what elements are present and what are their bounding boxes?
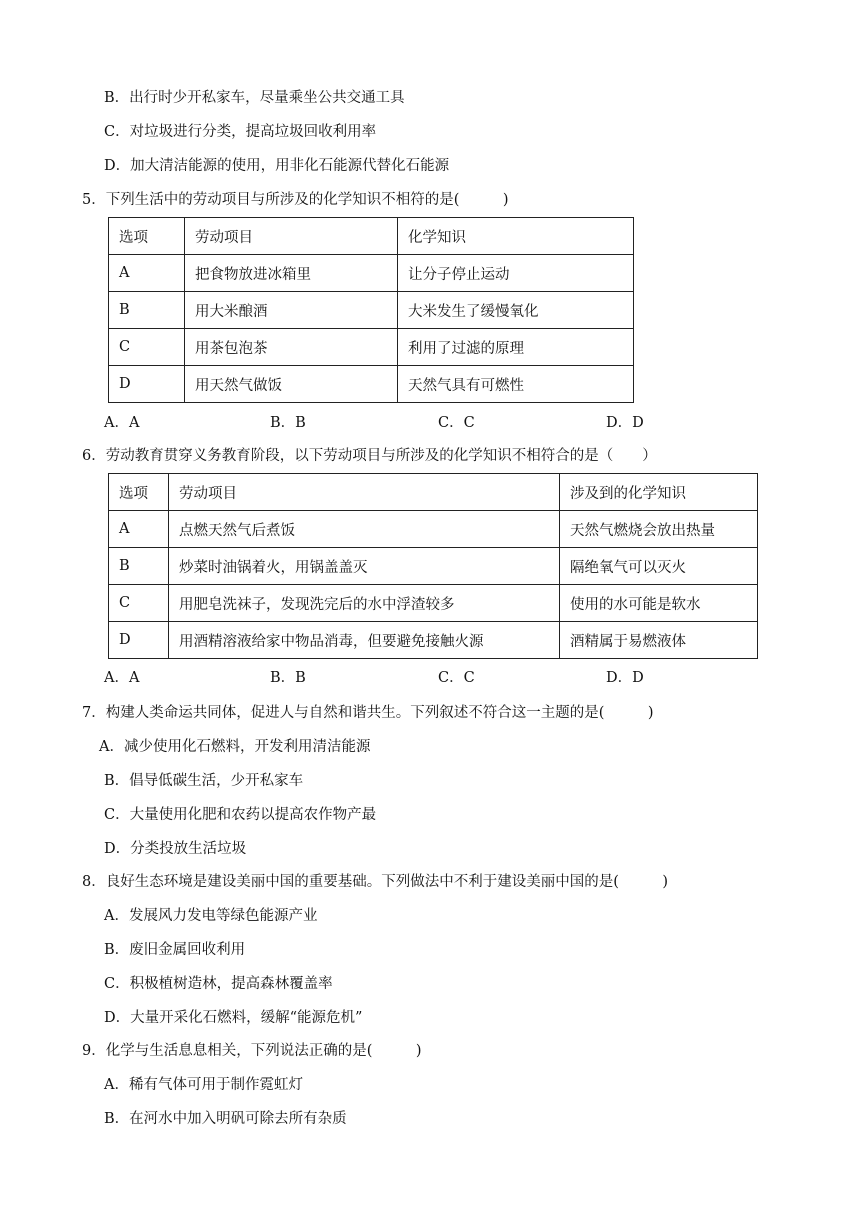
table-cell: 天然气具有可燃性	[398, 366, 634, 403]
question-8-stem: 8．良好生态环境是建设美丽中国的重要基础。下列做法中不利于建设美丽中国的是( )	[82, 874, 669, 890]
question-9-stem: 9．化学与生活息息相关，下列说法正确的是( )	[82, 1043, 422, 1059]
table-row	[109, 511, 758, 548]
table-header-cell: 化学知识	[398, 218, 634, 255]
table-cell: B	[109, 548, 169, 585]
choice-d: D．D	[606, 670, 644, 686]
option-c: C．积极植树造林，提高森林覆盖率	[104, 976, 333, 992]
table-cell: B	[109, 292, 185, 329]
table-cell: A	[109, 511, 169, 548]
table-row	[109, 255, 634, 292]
table-cell: C	[109, 329, 185, 366]
table-cell: 酒精属于易燃液体	[560, 622, 758, 659]
option-b: B．在河水中加入明矾可除去所有杂质	[104, 1111, 347, 1127]
table-cell: A	[109, 255, 185, 292]
table-cell: 隔绝氧气可以灭火	[560, 548, 758, 585]
table-row	[109, 329, 634, 366]
table-row	[109, 292, 634, 329]
table-header-cell: 选项	[109, 474, 169, 511]
table-header-cell: 劳动项目	[169, 474, 560, 511]
question-5-table	[108, 217, 634, 403]
option-d: D．分类投放生活垃圾	[104, 841, 247, 857]
table-cell: 让分子停止运动	[398, 255, 634, 292]
table-cell: 使用的水可能是软水	[560, 585, 758, 622]
table-header-row	[109, 218, 634, 255]
table-cell: 用肥皂洗袜子，发现洗完后的水中浮渣较多	[169, 585, 560, 622]
table-cell: 点燃天然气后煮饭	[169, 511, 560, 548]
choice-a: A．A	[104, 670, 140, 686]
choice-d: D．D	[606, 415, 644, 431]
table-header-row	[109, 474, 758, 511]
table-row	[109, 548, 758, 585]
question-6-table	[108, 473, 758, 659]
choice-c: C．C	[438, 670, 475, 686]
choice-a: A．A	[104, 415, 140, 431]
table-cell: 用大米酿酒	[185, 292, 398, 329]
option-c: C．大量使用化肥和农药以提高农作物产最	[104, 807, 377, 823]
table-header-cell: 选项	[109, 218, 185, 255]
choice-b: B．B	[270, 670, 306, 686]
option-b: B．出行时少开私家车，尽量乘坐公共交通工具	[104, 90, 405, 106]
table-cell: 用天然气做饭	[185, 366, 398, 403]
table-cell: D	[109, 366, 185, 403]
table-cell: 用酒精溶液给家中物品消毒，但要避免接触火源	[169, 622, 560, 659]
option-d: D．加大清洁能源的使用，用非化石能源代替化石能源	[104, 158, 450, 174]
table-cell: 用茶包泡茶	[185, 329, 398, 366]
table-header-cell: 涉及到的化学知识	[560, 474, 758, 511]
choice-c: C．C	[438, 415, 475, 431]
table-cell: 炒菜时油锅着火，用锅盖盖灭	[169, 548, 560, 585]
table-row	[109, 366, 634, 403]
table-cell: C	[109, 585, 169, 622]
question-6-stem: 6．劳动教育贯穿义务教育阶段，以下劳动项目与所涉及的化学知识不相符合的是（ ）	[82, 448, 657, 464]
option-c: C．对垃圾进行分类，提高垃圾回收利用率	[104, 124, 377, 140]
question-7-stem: 7．构建人类命运共同体，促进人与自然和谐共生。下列叙述不符合这一主题的是( )	[82, 705, 654, 721]
option-a: A．发展风力发电等绿色能源产业	[104, 908, 318, 924]
table-header-cell: 劳动项目	[185, 218, 398, 255]
table-cell: 利用了过滤的原理	[398, 329, 634, 366]
choice-b: B．B	[270, 415, 306, 431]
table-row	[109, 585, 758, 622]
option-a: A．稀有气体可用于制作霓虹灯	[104, 1077, 303, 1093]
option-a: A．减少使用化石燃料，开发利用清洁能源	[99, 739, 371, 755]
option-b: B．废旧金属回收利用	[104, 942, 246, 958]
table-cell: 把食物放进冰箱里	[185, 255, 398, 292]
table-cell: D	[109, 622, 169, 659]
table-cell: 天然气燃烧会放出热量	[560, 511, 758, 548]
option-b: B．倡导低碳生活，少开私家车	[104, 773, 304, 789]
option-d: D．大量开采化石燃料，缓解“能源危机”	[104, 1010, 363, 1026]
question-5-stem: 5．下列生活中的劳动项目与所涉及的化学知识不相符的是( )	[82, 192, 509, 208]
table-row	[109, 622, 758, 659]
table-cell: 大米发生了缓慢氧化	[398, 292, 634, 329]
